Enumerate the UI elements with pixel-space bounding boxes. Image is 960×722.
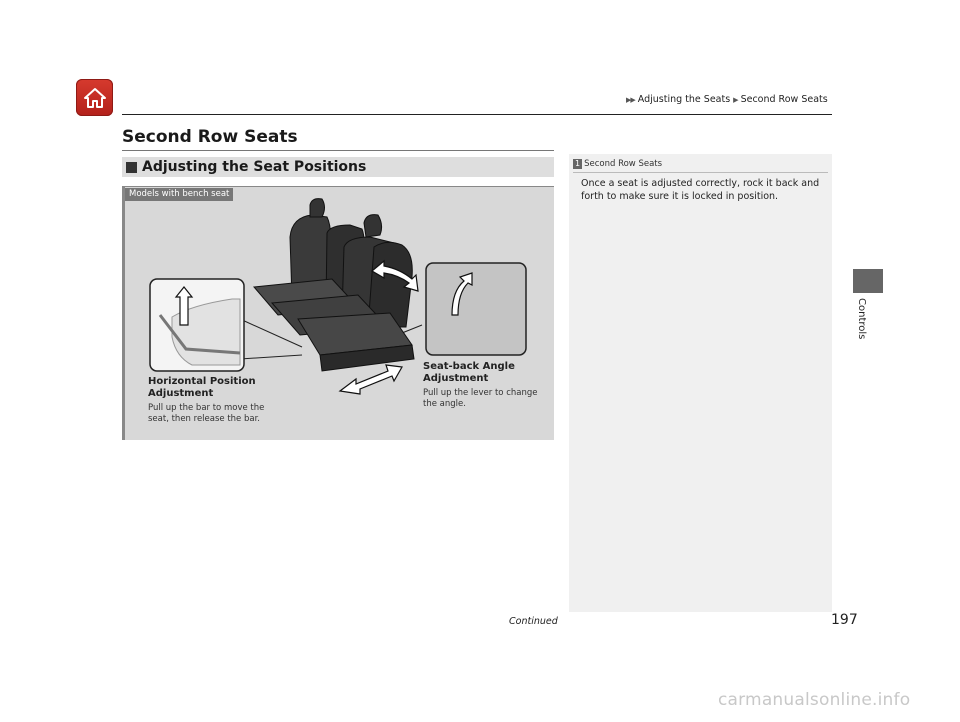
models-badge: Models with bench seat xyxy=(125,188,233,201)
section-header xyxy=(122,157,554,177)
breadcrumb-item[interactable]: Second Row Seats xyxy=(740,94,828,105)
page-title: Second Row Seats xyxy=(122,127,298,147)
seatback-adjust-label xyxy=(423,361,548,410)
horizontal-adjust-desc-2: seat, then release the bar. xyxy=(148,414,261,424)
section-title: Adjusting the Seat Positions xyxy=(142,159,367,175)
home-icon xyxy=(82,86,108,110)
slide-arrow-icon xyxy=(340,365,402,394)
chapter-tab-label: Controls xyxy=(856,298,867,340)
watermark-text: carmanualsonline.info xyxy=(718,690,911,710)
page-number: 197 xyxy=(831,612,858,628)
breadcrumb xyxy=(626,94,828,105)
seatback-adjust-title: Seat-back Angle xyxy=(423,361,515,372)
seatback-adjust-inset xyxy=(426,263,526,355)
seatback-adjust-desc: Pull up the lever to change xyxy=(423,388,538,398)
note-number: 1 xyxy=(575,159,581,168)
horizontal-adjust-desc: Pull up the bar to move the xyxy=(148,403,265,413)
seatback-adjust-desc-2: the angle. xyxy=(423,399,466,409)
chapter-tab[interactable] xyxy=(853,269,883,293)
continued-label: Continued xyxy=(509,616,558,627)
title-rule xyxy=(122,150,554,151)
horizontal-adjust-title-2: Adjustment xyxy=(148,388,214,399)
note-panel xyxy=(569,154,832,612)
horizontal-adjust-inset xyxy=(150,279,244,371)
home-button[interactable] xyxy=(76,79,113,116)
seatback-adjust-title-2: Adjustment xyxy=(423,373,489,384)
horizontal-adjust-title: Horizontal Position xyxy=(148,376,256,387)
header-rule xyxy=(122,114,832,115)
note-heading xyxy=(573,159,662,169)
seat-icon xyxy=(254,199,414,371)
horizontal-adjust-label xyxy=(148,376,278,425)
section-square-icon xyxy=(126,162,137,173)
breadcrumb-item[interactable]: Adjusting the Seats xyxy=(637,94,731,105)
note-rule xyxy=(573,172,828,173)
breadcrumb-arrow-icon: ▶▶ xyxy=(626,95,635,104)
breadcrumb-arrow-icon: ▶ xyxy=(733,95,738,104)
note-heading-text: Second Row Seats xyxy=(584,159,663,169)
note-text: Once a seat is adjusted correctly, rock it back and forth to make sure it is locked in position. xyxy=(581,178,820,202)
